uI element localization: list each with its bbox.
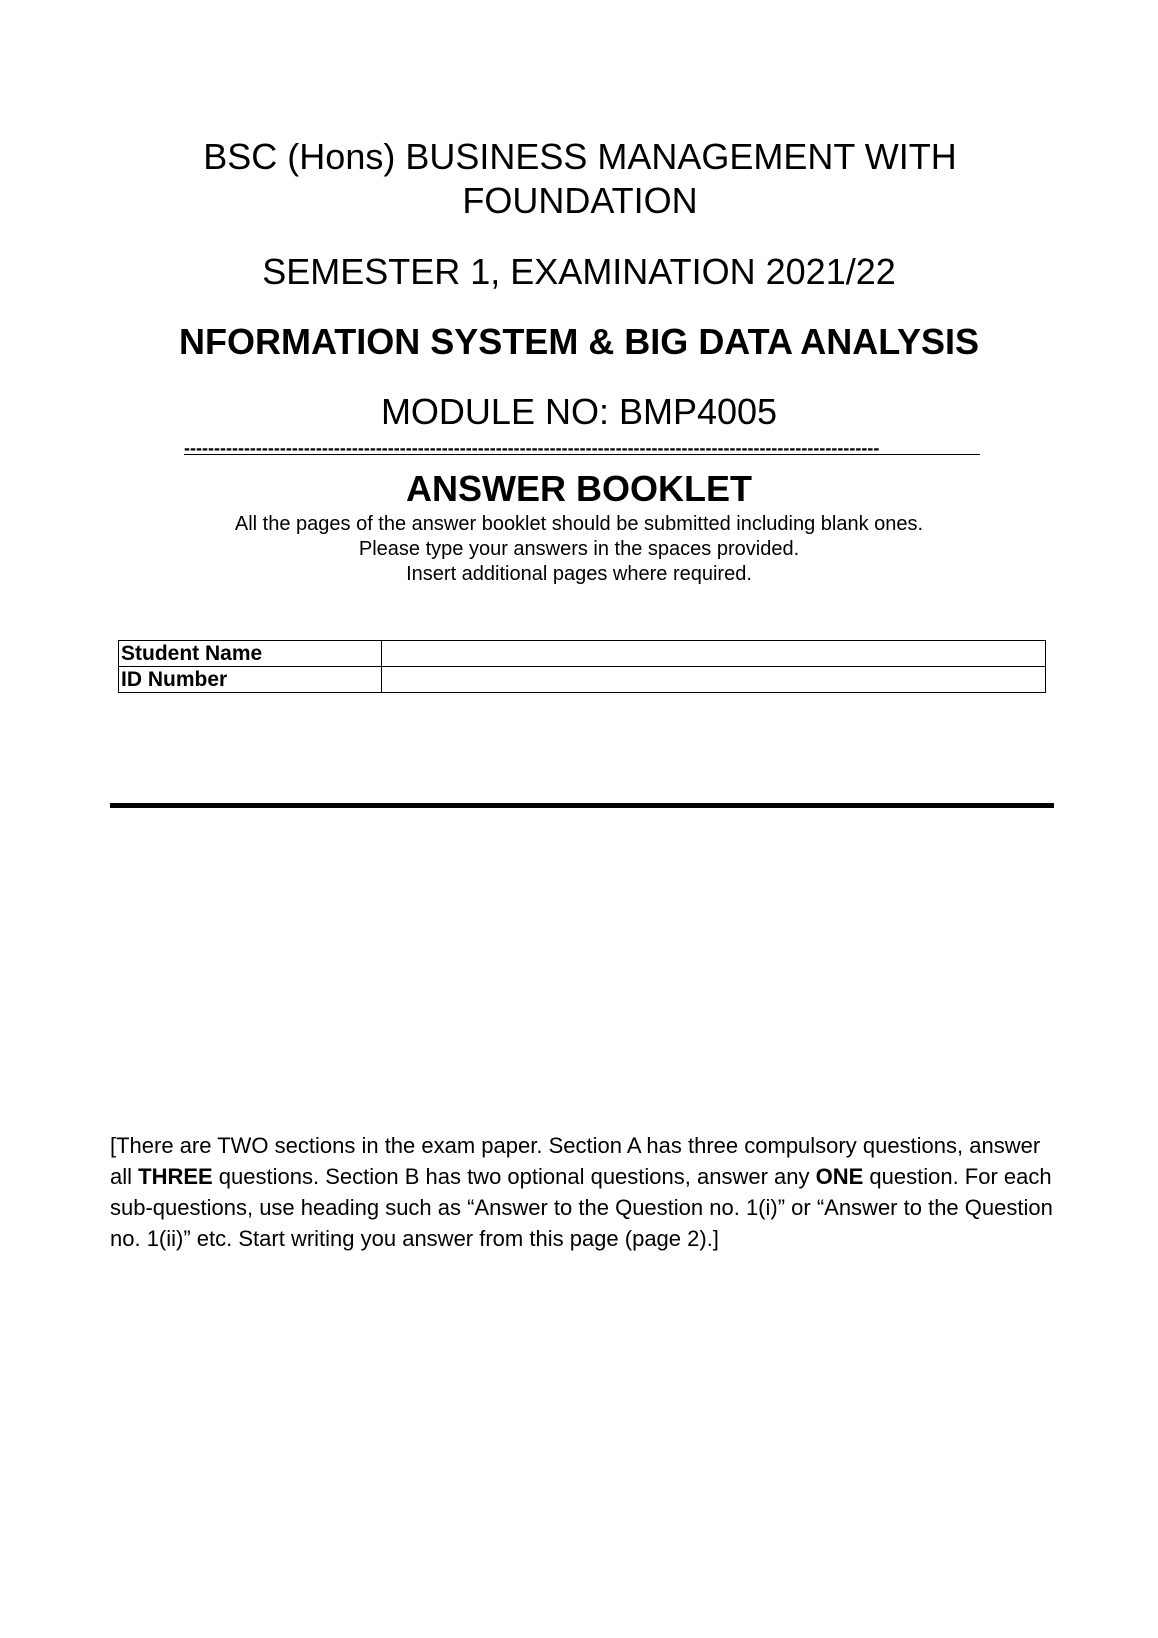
note-text: questions. Section B has two optional questions, answer any	[212, 1164, 816, 1189]
module-number-heading: MODULE NO: BMP4005	[380, 391, 778, 432]
id-number-label: ID Number	[119, 667, 382, 693]
section-instructions	[110, 1130, 1060, 1254]
instruction-line: Insert additional pages where required.	[406, 563, 752, 585]
instruction-line: All the pages of the answer booklet should be submitted including blank ones.	[234, 513, 924, 535]
table-row	[119, 667, 1046, 693]
dashed-separator: --------------------------------------------------------------------------------------------------------------------	[184, 442, 980, 455]
answer-booklet-title: ANSWER BOOKLET	[406, 468, 752, 509]
table-row	[119, 641, 1046, 667]
note-bold-one: ONE	[815, 1164, 864, 1189]
student-details-table	[118, 640, 1046, 693]
note-text: [There are TWO sections in the exam paper. Section A has three compulsory questions, answer all	[110, 1133, 1041, 1189]
section-divider	[110, 803, 1054, 808]
note-text: question. For each sub-questions, use heading such as “Answer to the Question no. 1(i)” or “Answer to the Question no. 1(ii)” etc. Start writing you answer from this page (page 2).]	[110, 1164, 1053, 1251]
student-name-field[interactable]	[382, 641, 1046, 667]
instruction-line: Please type your answers in the spaces provided.	[358, 538, 800, 560]
module-name-heading: NFORMATION SYSTEM & BIG DATA ANALYSIS	[178, 321, 979, 362]
booklet-instructions	[0, 512, 1158, 587]
note-bold-three: THREE	[138, 1164, 213, 1189]
student-name-label: Student Name	[119, 641, 382, 667]
semester-heading: SEMESTER 1, EXAMINATION 2021/22	[262, 251, 896, 292]
id-number-field[interactable]	[382, 667, 1046, 693]
programme-title: BSC (Hons) BUSINESS MANAGEMENT WITH FOUNDATION	[203, 136, 957, 221]
